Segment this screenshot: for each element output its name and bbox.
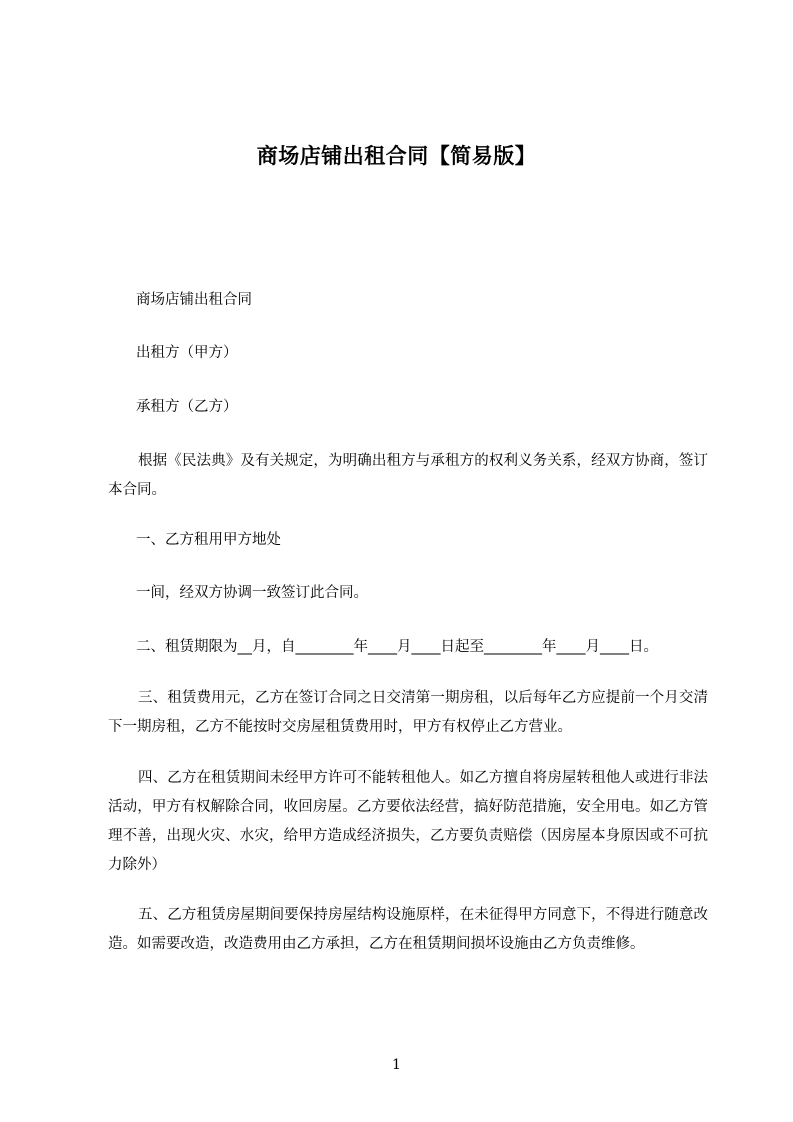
clause-3: 三、租赁费用元，乙方在签订合同之日交清第一期房租，以后每年乙方应提前一个月交清下一期房租，乙方不能按时交房屋租赁费用时，甲方有权停止乙方营业。 [108,690,708,735]
page-number: 1 [392,1057,401,1073]
clause-1: 一、乙方租用甲方地处 [136,532,281,548]
lessor-label: 出租方（甲方） [136,345,238,361]
clause-5: 五、乙方租赁房屋期间要保持房屋结构设施原样，在未征得甲方同意下，不得进行随意改造。如需要改造，改造费用由乙方承担，乙方在租赁期间损坏设施由乙方负责维修。 [108,907,708,952]
intro-paragraph: 根据《民法典》及有关规定，为明确出租方与承租方的权利义务关系，经双方协商，签订本合同。 [108,453,708,498]
contract-heading: 商场店铺出租合同 [136,292,252,308]
lessee-label: 承租方（乙方） [136,399,238,415]
clause-4: 四、乙方在租赁期间未经甲方许可不能转租他人。如乙方擅自将房屋转租他人或进行非法活动，甲方有权解除合同，收回房屋。乙方要依法经营，搞好防范措施，安全用电。如乙方管理不善，出现火灾、水灾，给甲方造成经济损失，乙方要负责赔偿（因房屋本身原因或不可抗力除外） [108,770,708,873]
clause-2: 二、租赁期限为__月，自________年____月____日起至________年____月____日。 [136,639,658,655]
clause-1-continuation: 一间，经双方协调一致签订此合同。 [136,585,368,601]
document-title: 商场店铺出租合同【简易版】 [256,144,537,168]
